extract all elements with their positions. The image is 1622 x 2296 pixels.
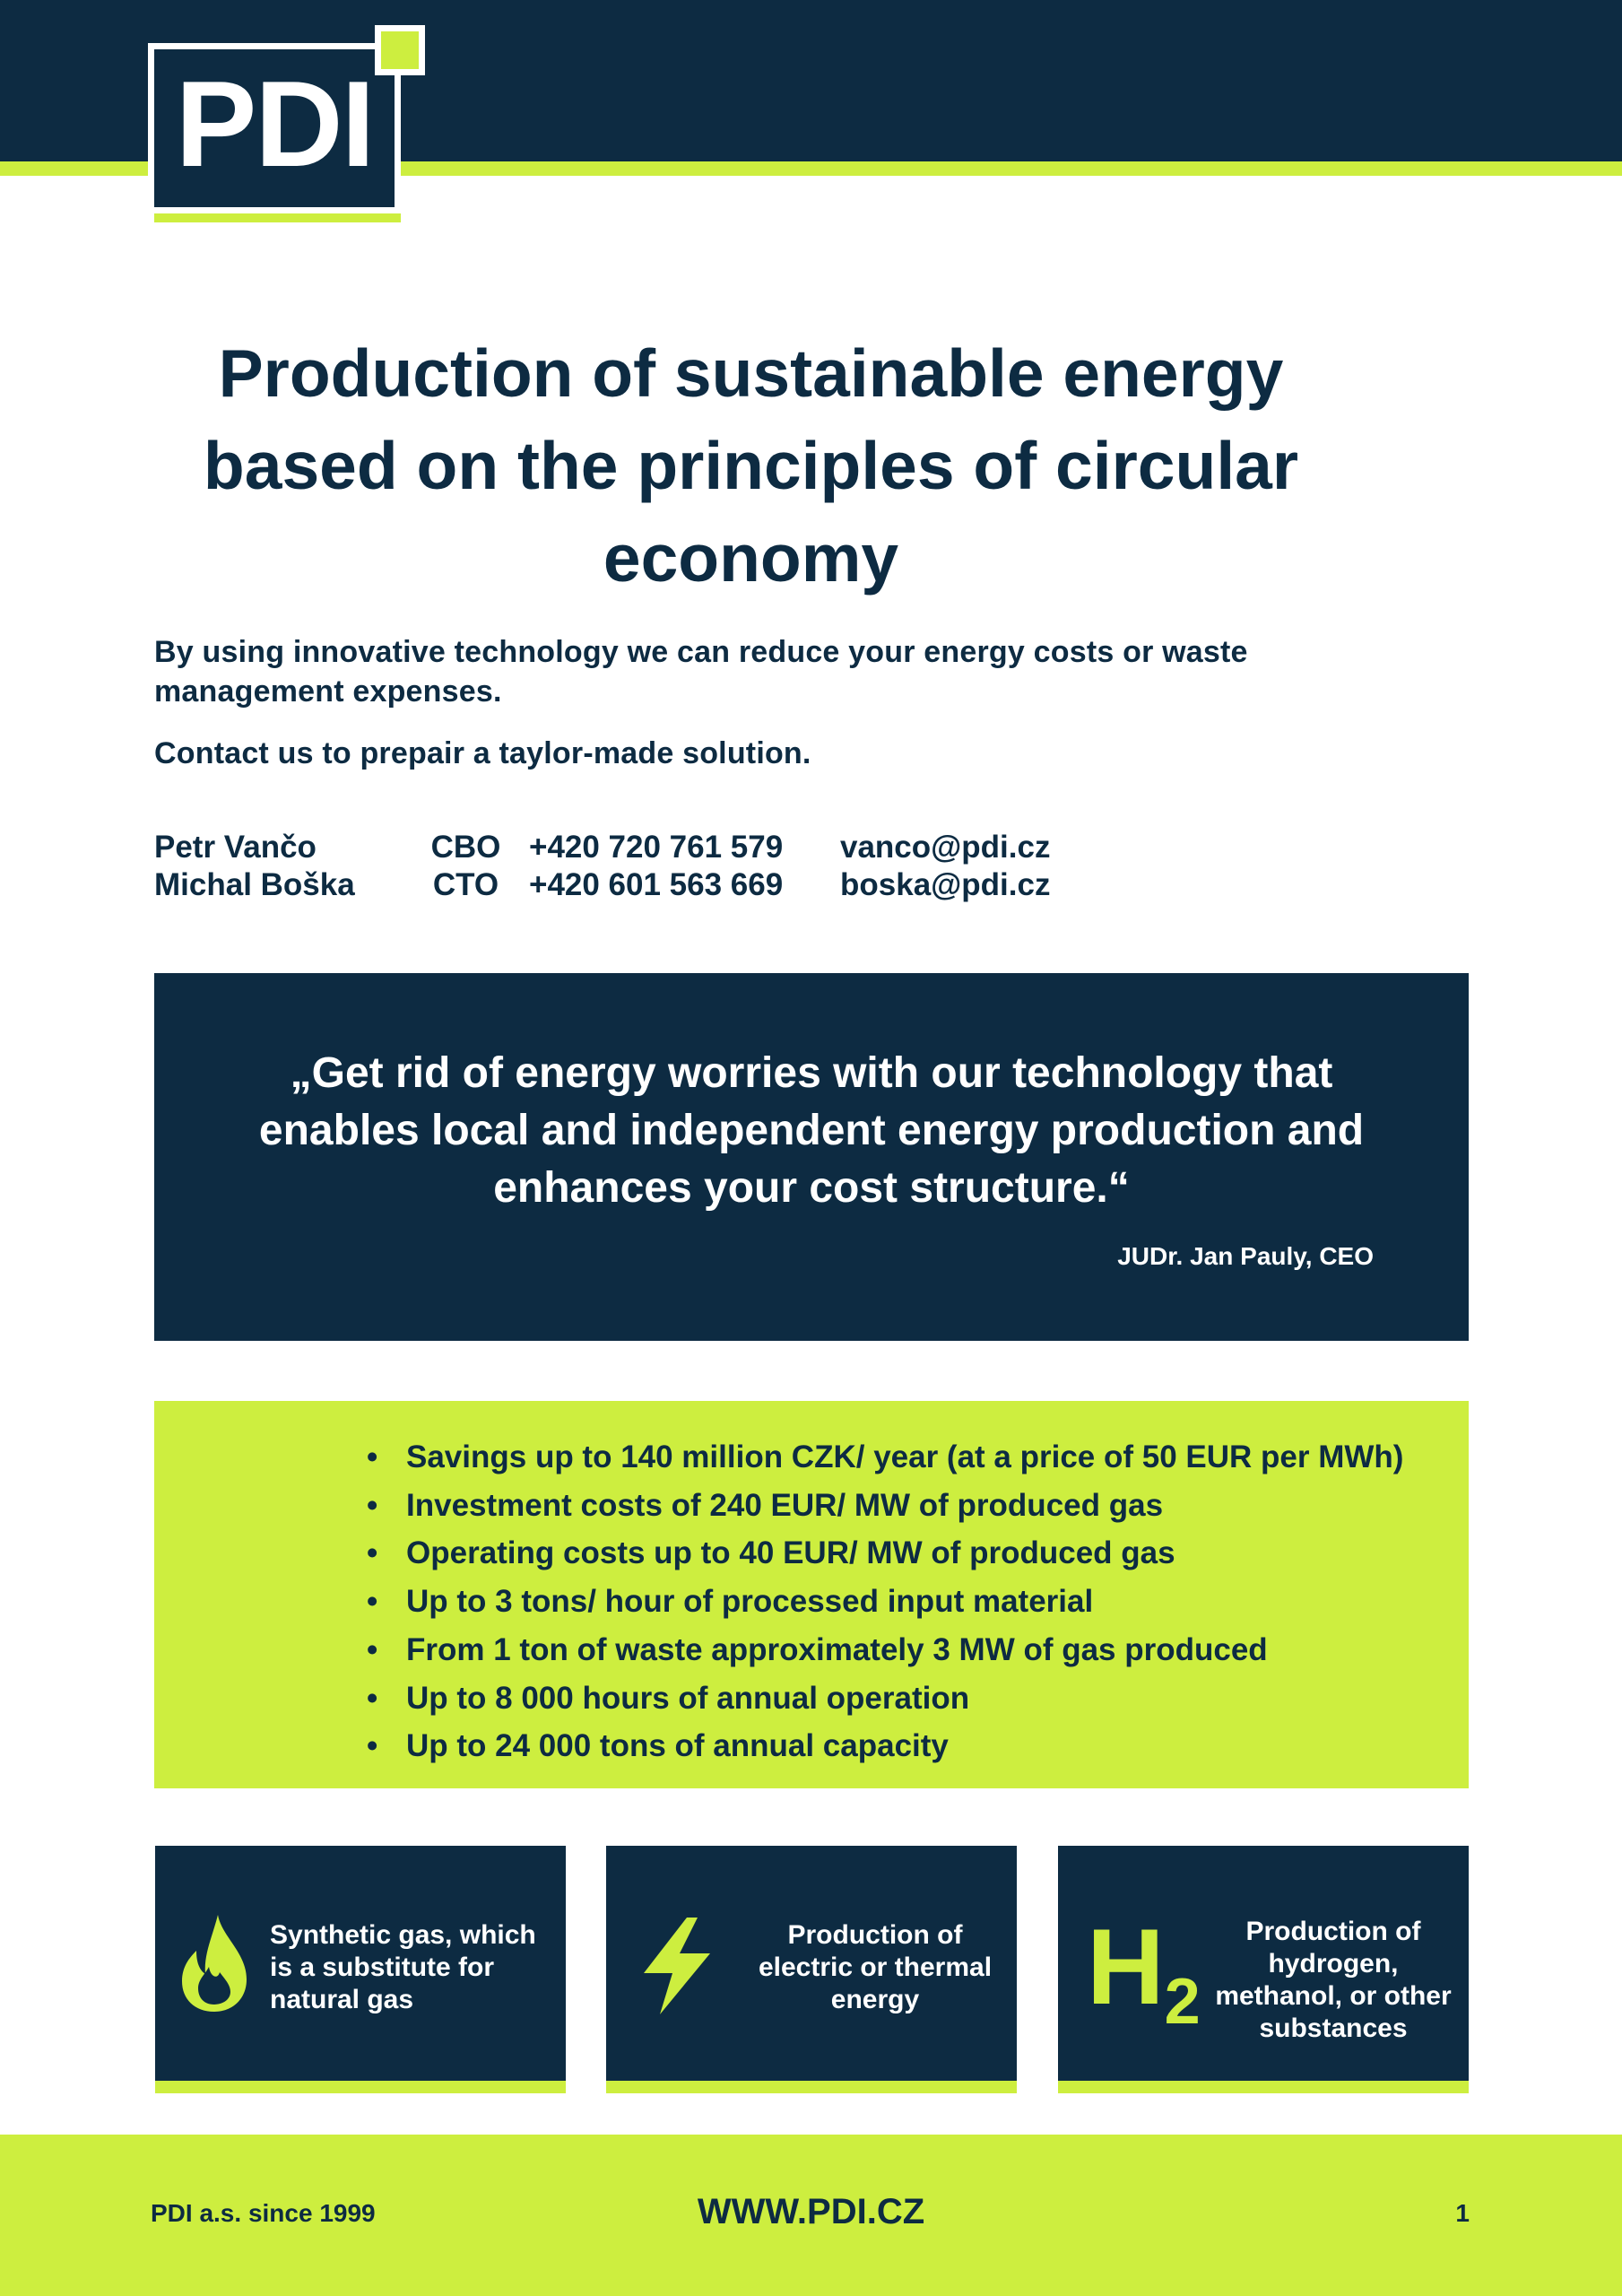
h2-icon: H2: [1087, 1907, 1201, 2038]
footer-website-link[interactable]: WWW.PDI.CZ: [697, 2192, 925, 2231]
list-item: • Investment costs of 240 EUR/ MW of produced gas: [367, 1482, 1403, 1530]
list-item: • From 1 ton of waste approximately 3 MW of gas produced: [367, 1626, 1403, 1674]
contact-email[interactable]: vanco@pdi.cz: [840, 830, 1051, 865]
logo-corner-square-inner: [381, 31, 419, 69]
contact-phone[interactable]: +420 601 563 669: [529, 867, 784, 902]
list-item: • Up to 3 tons/ hour of processed input material: [367, 1578, 1403, 1626]
bullet-icon: •: [367, 1584, 378, 1620]
bullet-icon: •: [367, 1631, 378, 1667]
bullet-icon: •: [367, 1439, 378, 1474]
company-logo: [148, 43, 401, 213]
bullet-icon: •: [367, 1535, 378, 1571]
key-figures-box: [154, 1401, 1469, 1788]
feature-card-hydrogen: [1058, 1846, 1469, 2081]
contacts-table: [154, 830, 1230, 905]
feature-text: Production of hydrogen, methanol, or other substances: [1215, 1917, 1452, 2043]
contact-phone[interactable]: +420 720 761 579: [529, 830, 784, 865]
list-item: • Savings up to 140 million CZK/ year (at a price of 50 EUR per MWh): [367, 1433, 1403, 1482]
lightning-icon: [635, 1916, 717, 2021]
feature-card-energy: [606, 1846, 1017, 2081]
card-accent-stripe: [606, 2081, 1017, 2093]
list-item: • Up to 8 000 hours of annual operation: [367, 1674, 1403, 1723]
contact-invitation: Contact us to prepair a taylor-made solution.: [154, 736, 811, 770]
footer: [0, 2135, 1622, 2296]
card-accent-stripe: [155, 2081, 566, 2093]
footer-company: PDI a.s. since 1999: [151, 2199, 376, 2227]
page-title: Production of sustainable energy based on the principles of circular economy: [203, 335, 1299, 596]
contact-role: CTO: [432, 867, 499, 902]
feature-text: Production of electric or thermal energy: [758, 1920, 993, 2014]
key-figures-list: [367, 1433, 1403, 1770]
bullet-icon: •: [367, 1728, 378, 1764]
flame-icon: [178, 1913, 250, 2018]
bullet-icon: •: [367, 1487, 378, 1523]
list-item: • Operating costs up to 40 EUR/ MW of produced gas: [367, 1529, 1403, 1578]
logo-text: PDI: [175, 56, 374, 192]
bullet-icon: •: [367, 1680, 378, 1716]
contact-name: Michal Boška: [154, 867, 355, 902]
ceo-quote: „Get rid of energy worries with our technology that enables local and independent energy production and enhances your cost structure.“: [258, 1049, 1365, 1212]
contact-row: [154, 830, 1230, 867]
contact-name: Petr Vančo: [154, 830, 317, 865]
feature-text: Synthetic gas, which is a substitute for natural gas: [270, 1920, 536, 2014]
contact-row: [154, 867, 1230, 905]
list-item: • Up to 24 000 tons of annual capacity: [367, 1722, 1403, 1770]
quote-box: [154, 973, 1469, 1341]
feature-card-synthetic-gas: [155, 1846, 566, 2081]
page-number: 1: [1455, 2199, 1470, 2227]
card-accent-stripe: [1058, 2081, 1469, 2093]
contact-email[interactable]: boska@pdi.cz: [840, 867, 1051, 902]
contact-role: CBO: [430, 830, 501, 865]
intro-paragraph: By using innovative technology we can reduce your energy costs or waste management expenses.: [154, 635, 1248, 709]
quote-author: JUDr. Jan Pauly, CEO: [1117, 1242, 1374, 1270]
